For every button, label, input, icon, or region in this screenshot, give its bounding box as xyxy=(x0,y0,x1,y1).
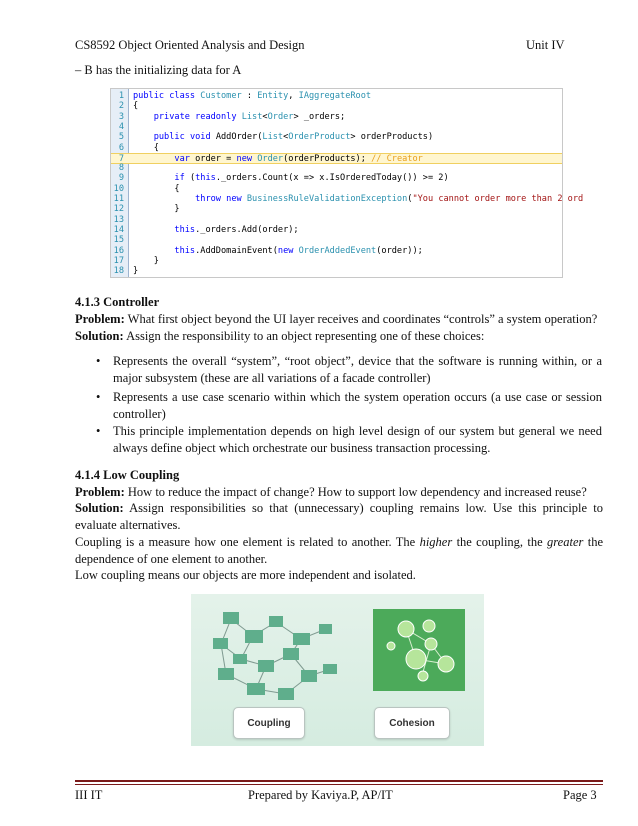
header-unit: Unit IV xyxy=(526,38,565,52)
definition-text-a: Coupling is a measure how one element is related to another. The xyxy=(75,535,420,549)
code-block xyxy=(110,88,584,278)
code-line-text: this._orders.Add(order); xyxy=(174,224,299,235)
coupling-cohesion-figure xyxy=(191,594,484,746)
coupling-label-box: Coupling xyxy=(233,707,305,739)
bullet-text: This principle implementation depends on high level design of our system but general we need always define object which orchestrate our business transaction processing. xyxy=(113,424,602,455)
code-line xyxy=(111,184,562,195)
code-line-text: var order = new Order(orderProducts); // Creator xyxy=(174,153,423,164)
code-line xyxy=(111,112,562,123)
code-line xyxy=(111,101,562,112)
code-line-number: 3 xyxy=(118,111,124,122)
footer-page: Page 3 xyxy=(563,788,597,802)
definition-text-c: the dependence of one element to another. xyxy=(75,535,603,566)
code-line-number: 2 xyxy=(118,101,124,112)
code-line-text: private readonly List<Order> _orders; xyxy=(153,111,346,122)
footer-rule-thick xyxy=(75,780,603,782)
code-line-number: 16 xyxy=(113,245,124,256)
footer-author: Prepared by Kaviya.P, AP/IT xyxy=(248,788,393,802)
code-line xyxy=(111,204,562,215)
controller-problem xyxy=(75,311,603,328)
code-line-text: public void AddOrder(List<OrderProduct> orderProducts) xyxy=(153,132,434,143)
code-line xyxy=(111,235,562,246)
bullet-icon: • xyxy=(96,390,101,404)
code-line-number: 7 xyxy=(118,153,124,164)
solution-text: Assign the responsibility to an object representing one of these choices: xyxy=(123,329,485,343)
code-line xyxy=(111,143,562,154)
code-line xyxy=(111,122,562,133)
code-line xyxy=(111,266,562,277)
coupling-problem xyxy=(75,484,603,501)
coupling-solution xyxy=(75,500,603,534)
solution-text: Assign responsibilities so that (unnecessary) coupling remains low. Use this principle to evaluate alternatives. xyxy=(75,501,603,532)
coupling-heading: 4.1.4 Low Coupling xyxy=(75,468,180,482)
footer-class: III IT xyxy=(75,788,103,802)
controller-heading: 4.1.3 Controller xyxy=(75,295,160,309)
code-line-number: 1 xyxy=(118,91,124,101)
code-line-text: throw new BusinessRuleValidationException("You cannot order more than 2 ord xyxy=(195,194,584,204)
definition-greater: greater xyxy=(547,535,584,549)
code-line-number: 18 xyxy=(113,266,124,277)
code-line xyxy=(111,91,562,102)
code-line-number: 9 xyxy=(118,173,124,184)
code-line-number: 6 xyxy=(118,142,124,153)
code-line-number: 10 xyxy=(113,183,124,194)
code-line xyxy=(111,163,562,174)
code-line-number: 17 xyxy=(113,255,124,266)
code-line xyxy=(111,256,562,267)
code-line-number: 14 xyxy=(113,224,124,235)
solution-label: Solution: xyxy=(75,329,124,343)
coupling-summary: Low coupling means our objects are more independent and isolated. xyxy=(75,568,416,582)
definition-higher: higher xyxy=(419,535,453,549)
problem-text: How to reduce the impact of change? How to support low dependency and increased reuse? xyxy=(124,485,587,499)
code-line-text: } xyxy=(133,255,159,266)
code-line-number: 15 xyxy=(113,235,124,246)
code-line-number: 5 xyxy=(118,132,124,143)
code-line xyxy=(111,194,584,205)
problem-text: What first object beyond the UI layer receives and coordinates “controls” a system operation? xyxy=(124,312,598,326)
code-line-number: 12 xyxy=(113,204,124,215)
header-title: CS8592 Object Oriented Analysis and Design xyxy=(75,38,305,52)
cohesion-label-box: Cohesion xyxy=(374,707,450,739)
controller-solution xyxy=(75,328,603,345)
code-line-text: { xyxy=(133,101,139,112)
code-line-number: 11 xyxy=(113,194,124,204)
code-line xyxy=(111,132,562,143)
problem-label: Problem: xyxy=(75,485,125,499)
code-line-number: 8 xyxy=(118,163,124,174)
code-line xyxy=(111,215,562,226)
code-line xyxy=(111,225,562,236)
code-line-text: public class Customer : Entity, IAggregateRoot xyxy=(133,91,372,101)
footer-rule-thin xyxy=(75,784,603,785)
intro-line: – B has the initializing data for A xyxy=(75,63,242,77)
code-line-text: this.AddDomainEvent(new OrderAddedEvent(order)); xyxy=(174,245,423,256)
code-line-text: { xyxy=(133,142,159,153)
code-line-number: 4 xyxy=(118,121,124,132)
solution-label: Solution: xyxy=(75,501,124,515)
bullet-text: Represents a use case scenario within which the system operation occurs (a use case or session controller) xyxy=(113,390,602,421)
bullet-icon: • xyxy=(96,354,101,368)
code-line-text: { xyxy=(133,183,180,194)
problem-label: Problem: xyxy=(75,312,125,326)
code-line xyxy=(111,246,562,257)
coupling-definition xyxy=(75,534,603,568)
bullet-icon: • xyxy=(96,424,101,438)
code-line-number: 13 xyxy=(113,214,124,225)
definition-text-b: the coupling, the xyxy=(452,535,548,549)
code-line-text: if (this._orders.Count(x => x.IsOrderedToday()) >= 2) xyxy=(174,173,449,184)
code-line-text: } xyxy=(133,204,180,215)
bullet-text: Represents the overall “system”, “root object”, device that the software is running within, or a major subsystem (these are all variations of a facade controller) xyxy=(113,354,602,385)
code-line-text: } xyxy=(133,266,139,277)
code-line xyxy=(111,173,562,184)
